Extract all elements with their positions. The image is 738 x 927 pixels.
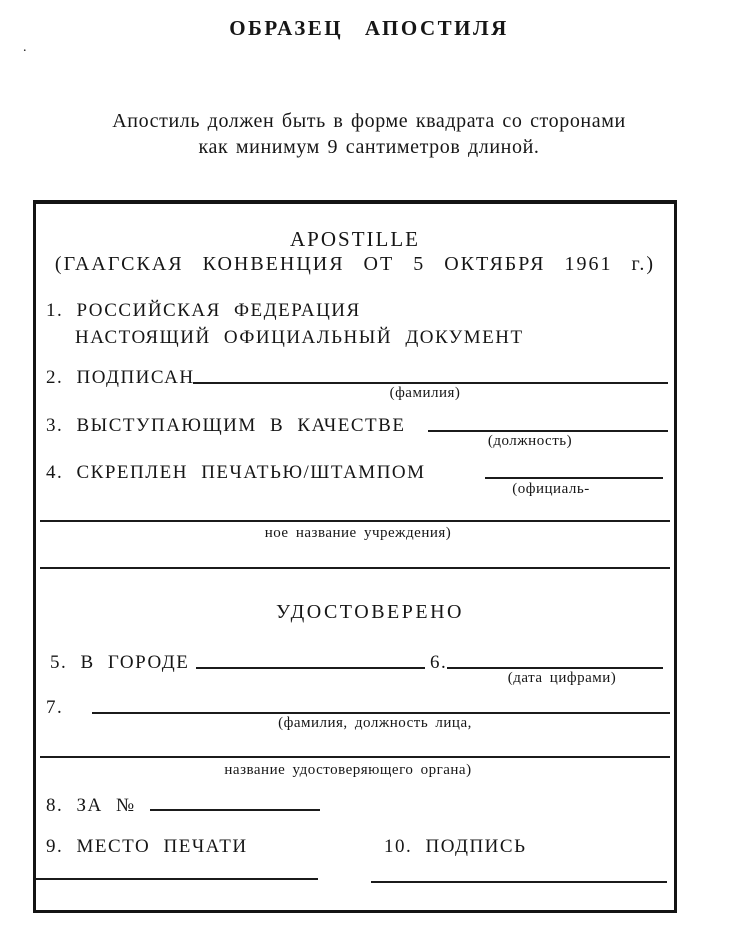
hague-convention-subheading: (ГААГСКАЯ КОНВЕНЦИЯ ОТ 5 ОКТЯБРЯ 1961 г.) <box>54 253 656 275</box>
intro-line-2: как минимум 9 сантиметров длиной. <box>198 136 540 158</box>
item3-acting-capacity-label: 3. ВЫСТУПАЮЩИМ В КАЧЕСТВЕ <box>46 415 406 436</box>
seal-place-blank-line <box>36 878 318 880</box>
item4-seal-stamp-label: 4. СКРЕПЛЕН ПЕЧАТЬЮ/ШТАМПОМ <box>46 462 426 483</box>
date-hint: (дата цифрами) <box>507 670 617 686</box>
item2-signed-by-label: 2. ПОДПИСАН <box>46 367 195 388</box>
certified-heading: УДОСТОВЕРЕНО <box>276 601 464 623</box>
seal-blank-line <box>485 477 663 479</box>
item9-seal-place-label: 9. МЕСТО ПЕЧАТИ <box>46 836 248 857</box>
scan-speck: . <box>23 40 27 55</box>
certifier-blank-line-2 <box>40 756 670 758</box>
capacity-hint: (должность) <box>487 433 573 449</box>
intro-paragraph <box>0 108 738 160</box>
item5-city-label: 5. В ГОРОДЕ <box>50 652 190 673</box>
item8-number-label: 8. ЗА № <box>46 795 136 816</box>
surname-blank-line <box>193 382 668 384</box>
capacity-blank-line <box>428 430 668 432</box>
intro-line-1: Апостиль должен быть в форме квадрата со сторонами <box>112 110 626 132</box>
item6-date-label: 6. <box>430 652 448 673</box>
item1-country-line2: НАСТОЯЩИЙ ОФИЦИАЛЬНЫЙ ДОКУМЕНТ <box>75 327 524 348</box>
item1-country-line1: 1. РОССИЙСКАЯ ФЕДЕРАЦИЯ <box>46 300 361 321</box>
surname-hint: (фамилия) <box>389 385 461 401</box>
seal-hint-part2: ное название учреждения) <box>264 525 452 541</box>
page-title: ОБРАЗЕЦ АПОСТИЛЯ <box>229 16 509 40</box>
signature-blank-line <box>371 881 667 883</box>
separator-blank-line <box>40 567 670 569</box>
date-blank-line <box>447 667 663 669</box>
item7-certifier-label: 7. <box>46 697 64 718</box>
certifier-hint-line1: (фамилия, должность лица, <box>278 715 472 731</box>
city-blank-line <box>196 667 425 669</box>
item10-signature-label: 10. ПОДПИСЬ <box>384 836 527 857</box>
institution-blank-line <box>40 520 670 522</box>
number-blank-line <box>150 809 320 811</box>
certifier-blank-line-1 <box>92 712 670 714</box>
apostille-form-box <box>33 200 677 913</box>
apostille-heading: APOSTILLE <box>290 227 420 251</box>
seal-hint-part1: (официаль- <box>512 481 590 497</box>
certifier-hint-line2: название удостоверяющего органа) <box>224 762 472 778</box>
